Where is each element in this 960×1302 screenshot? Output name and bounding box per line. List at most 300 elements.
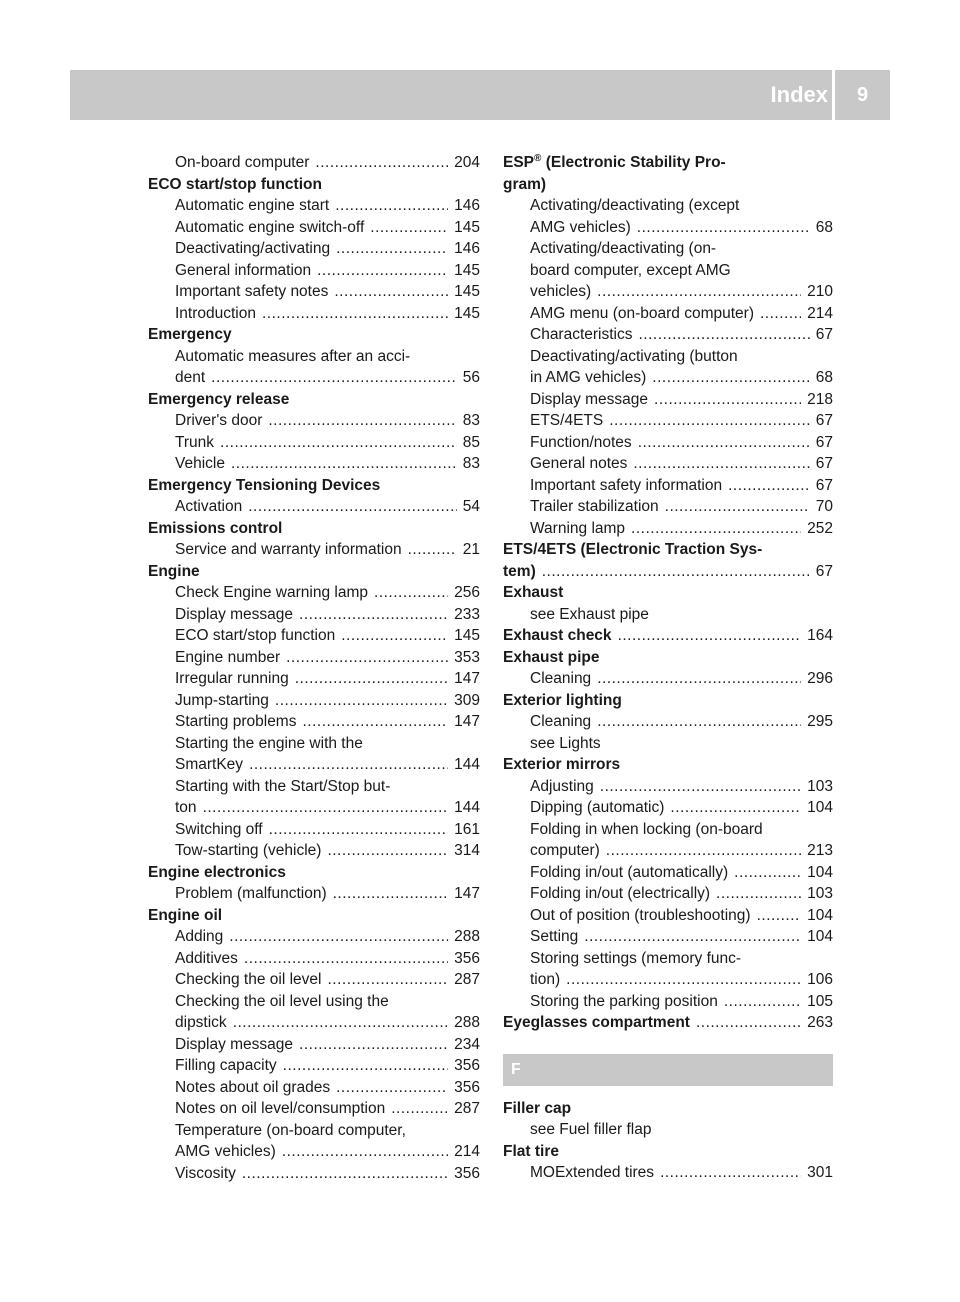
entry-text: Jump-starting [175, 691, 269, 709]
page-reference: 356 [454, 1057, 480, 1074]
page-reference: 234 [454, 1035, 480, 1053]
entry-text: Starting with the Start/Stop but- [175, 777, 391, 795]
page-reference: 214 [807, 304, 833, 322]
entry-text: Flat tire [503, 1142, 559, 1160]
dot-leader [231, 453, 457, 475]
entry-text: AMG vehicles) [175, 1143, 276, 1160]
dot-leader [600, 776, 801, 798]
dot-leader [299, 1034, 448, 1056]
index-subentry [503, 733, 833, 755]
index-subentry [148, 1120, 480, 1142]
dot-leader [249, 754, 448, 776]
entry-text: Dipping (automatic) [530, 799, 665, 816]
index-subentry [503, 776, 833, 798]
entry-text: Exhaust check [503, 627, 612, 644]
dot-leader [244, 948, 448, 970]
entry-text: in AMG vehicles) [530, 369, 647, 386]
index-subentry [148, 217, 480, 239]
index-subentry [503, 518, 833, 540]
page-reference: 309 [454, 691, 480, 709]
dot-leader [268, 410, 456, 432]
page-reference: 104 [807, 863, 833, 881]
dot-leader [333, 883, 449, 905]
entry-text: MOExtended tires [530, 1164, 655, 1181]
index-subentry [503, 797, 833, 819]
index-subentry [503, 410, 833, 432]
index-subentry [148, 281, 480, 303]
index-subentry [148, 1098, 480, 1120]
entry-text: Driver's door [175, 412, 263, 429]
index-subentry [503, 1162, 833, 1184]
entry-text: Emissions control [148, 519, 283, 537]
index-subentry [148, 840, 480, 862]
page-reference: 21 [462, 541, 480, 558]
dot-leader [724, 991, 801, 1013]
entry-text: ETS/4ETS [530, 412, 604, 429]
index-subentry [503, 346, 833, 368]
index-entry-heading [148, 862, 480, 884]
entry-text: Out of position (troubleshooting) [530, 906, 751, 924]
dot-leader [597, 711, 801, 733]
entry-text: Cleaning [530, 713, 592, 730]
index-subentry [148, 969, 480, 991]
page-reference: 85 [462, 433, 480, 451]
entry-text: Exhaust pipe [503, 648, 600, 666]
page-reference: 67 [815, 326, 833, 343]
dot-leader [652, 367, 809, 389]
dot-leader [211, 367, 457, 389]
entry-text: Setting [530, 928, 579, 945]
dot-leader [638, 432, 810, 454]
index-subentry [503, 1119, 833, 1141]
page-reference: 144 [454, 799, 480, 816]
index-subentry [148, 668, 480, 690]
page-reference: 56 [462, 369, 480, 386]
dot-leader [757, 905, 802, 927]
entry-text: Engine electronics [148, 863, 286, 881]
dot-leader [317, 260, 448, 282]
entry-text: Folding in/out (automatically) [530, 863, 729, 881]
dot-leader [327, 840, 448, 862]
page-reference: 218 [807, 390, 833, 408]
dot-leader [374, 582, 448, 604]
index-entry-heading [503, 539, 833, 561]
page-reference: 147 [454, 670, 480, 687]
page-reference: 256 [454, 584, 480, 601]
index-subentry [148, 991, 480, 1013]
entry-text: Exhaust [503, 584, 564, 601]
index-column-right [503, 152, 833, 1184]
entry-text: Eyeglasses compartment [503, 1014, 690, 1031]
index-subentry [503, 840, 833, 862]
entry-text: Notes about oil grades [175, 1078, 331, 1096]
index-subentry [148, 948, 480, 970]
dot-leader [299, 604, 448, 626]
page-reference: 145 [454, 283, 480, 300]
entry-text: Starting the engine with the [175, 734, 363, 752]
page-reference: 233 [454, 605, 480, 623]
page-number: 9 [856, 83, 869, 106]
page-reference: 104 [807, 928, 833, 945]
index-entry-heading [148, 518, 480, 540]
page-reference: 287 [454, 971, 480, 988]
entry-text: Automatic engine start [175, 197, 330, 214]
index-subentry [148, 819, 480, 841]
dot-leader [696, 1012, 801, 1034]
entry-text: Adding [175, 928, 224, 945]
entry-text: Function/notes [530, 433, 632, 451]
index-subentry [503, 238, 833, 260]
page-reference: 164 [807, 627, 833, 644]
index-subentry [148, 1012, 480, 1034]
page-reference: 67 [815, 476, 833, 494]
dot-leader [335, 195, 448, 217]
dot-leader [716, 883, 801, 905]
page-reference: 295 [807, 713, 833, 730]
entry-text: gram) [503, 175, 547, 193]
dot-leader [760, 303, 801, 325]
index-subentry [503, 367, 833, 389]
entry-text: vehicles) [530, 283, 592, 300]
index-subentry [148, 711, 480, 733]
dot-leader [315, 152, 448, 174]
page-reference: 296 [807, 670, 833, 687]
page-reference: 68 [815, 369, 833, 386]
page-reference: 161 [454, 820, 480, 838]
page-reference: 67 [815, 562, 833, 580]
entry-text: Service and warranty information [175, 541, 402, 558]
page-title: Index [770, 82, 828, 107]
index-subentry [148, 797, 480, 819]
index-entry-heading [503, 1012, 833, 1034]
entry-text: Folding in when locking (on-board [530, 820, 763, 838]
index-subentry [148, 410, 480, 432]
dot-leader [660, 1162, 801, 1184]
entry-text: board computer, except AMG [530, 261, 731, 279]
entry-text: tem) [503, 562, 536, 580]
index-subentry [148, 1055, 480, 1077]
index-subentry [503, 432, 833, 454]
index-letter-heading: F [503, 1054, 833, 1086]
index-subentry [148, 432, 480, 454]
entry-text: Checking the oil level using the [175, 992, 389, 1010]
page-reference: 288 [454, 1014, 480, 1031]
page-reference: 147 [454, 885, 480, 902]
index-subentry [503, 926, 833, 948]
index-subentry [503, 819, 833, 841]
dot-leader [597, 281, 801, 303]
dot-leader [542, 561, 810, 583]
entry-text: tion) [530, 971, 561, 988]
entry-text: Automatic measures after an acci- [175, 347, 411, 365]
index-subentry [503, 711, 833, 733]
entry-text: Engine oil [148, 906, 223, 924]
dot-leader [283, 1055, 448, 1077]
dot-leader [336, 238, 448, 260]
entry-text: Emergency release [148, 390, 290, 408]
page-reference: 288 [454, 928, 480, 945]
index-entry-heading [503, 561, 833, 583]
entry-text: Automatic engine switch-off [175, 218, 365, 236]
page-reference: 83 [462, 412, 480, 429]
index-subentry [503, 905, 833, 927]
index-subentry [148, 303, 480, 325]
entry-text: Important safety notes [175, 283, 329, 300]
page-reference: 314 [454, 842, 480, 859]
entry-text: dent [175, 369, 206, 386]
dot-leader [665, 496, 810, 518]
dot-leader [631, 518, 801, 540]
dot-leader [609, 410, 810, 432]
page-reference: 67 [815, 412, 833, 429]
index-subentry [503, 496, 833, 518]
dot-leader [370, 217, 448, 239]
entry-text: Temperature (on-board computer, [175, 1121, 406, 1139]
dot-leader [637, 217, 810, 239]
dot-leader [341, 625, 448, 647]
index-subentry [148, 647, 480, 669]
dot-leader [275, 690, 448, 712]
page-reference: 83 [462, 455, 480, 472]
dot-leader [618, 625, 802, 647]
index-subentry [503, 991, 833, 1013]
index-subentry [148, 539, 480, 561]
index-subentry [148, 1034, 480, 1056]
page-reference: 106 [807, 971, 833, 988]
entry-text: Display message [175, 605, 294, 623]
dot-leader [408, 539, 457, 561]
dot-leader [639, 324, 810, 346]
index-entry-heading [148, 174, 480, 196]
index-subentry [148, 582, 480, 604]
dot-leader [229, 926, 448, 948]
entry-text: ETS/4ETS (Electronic Traction Sys- [503, 541, 763, 558]
entry-text: Emergency [148, 326, 232, 343]
index-entry-heading [148, 905, 480, 927]
entry-text: see Exhaust pipe [530, 605, 649, 623]
index-subentry [148, 625, 480, 647]
entry-text: Adjusting [530, 777, 594, 795]
index-subentry [148, 733, 480, 755]
index-subentry [148, 883, 480, 905]
page-reference: 146 [454, 240, 480, 257]
entry-text: Display message [530, 390, 649, 408]
index-entry-heading [503, 754, 833, 776]
index-subentry [148, 238, 480, 260]
page-reference: 356 [454, 949, 480, 967]
entry-text: SmartKey [175, 756, 244, 773]
index-subentry [503, 195, 833, 217]
entry-text: Display message [175, 1035, 294, 1053]
dot-leader [336, 1077, 448, 1099]
dot-leader [606, 840, 801, 862]
page-reference: 353 [454, 648, 480, 666]
page-reference: 145 [454, 218, 480, 236]
entry-text: Activating/deactivating (except [530, 197, 740, 214]
index-subentry [503, 453, 833, 475]
entry-text: Notes on oil level/consumption [175, 1100, 386, 1117]
entry-text: ECO start/stop function [148, 175, 322, 193]
dot-leader [566, 969, 801, 991]
index-entry-heading [503, 152, 833, 174]
index-entry-heading [503, 1141, 833, 1163]
dot-leader [670, 797, 801, 819]
index-entry-heading [503, 174, 833, 196]
entry-text: Exterior lighting [503, 691, 622, 709]
index-entry-heading [503, 690, 833, 712]
index-subentry [148, 1141, 480, 1163]
page-reference: 104 [807, 799, 833, 816]
page-reference: 356 [454, 1164, 480, 1182]
index-subentry [503, 389, 833, 411]
index-subentry [148, 260, 480, 282]
dot-leader [734, 862, 801, 884]
dot-leader [262, 303, 448, 325]
page-reference: 70 [815, 498, 833, 515]
dot-leader [633, 453, 809, 475]
entry-text: General information [175, 261, 312, 279]
entry-text: Additives [175, 949, 238, 967]
entry-text: Starting problems [175, 713, 297, 730]
entry-text: Engine [148, 562, 200, 580]
page-reference: 67 [815, 433, 833, 451]
page-reference: 145 [454, 627, 480, 644]
page-reference: 252 [807, 519, 833, 537]
index-subentry [503, 324, 833, 346]
entry-text: dipstick [175, 1014, 227, 1031]
dot-leader [286, 647, 448, 669]
dot-leader [248, 496, 457, 518]
dot-leader [269, 819, 449, 841]
entry-text: Emergency Tensioning Devices [148, 476, 381, 494]
index-subentry [503, 862, 833, 884]
index-subentry [503, 604, 833, 626]
page-reference: 103 [807, 885, 833, 902]
index-entry-heading [148, 324, 480, 346]
page-reference: 145 [454, 304, 480, 322]
page-reference: 204 [454, 154, 480, 171]
entry-text: Tow-starting (vehicle) [175, 842, 322, 859]
page-reference: 145 [454, 261, 480, 279]
entry-text: Activating/deactivating (on- [530, 240, 717, 257]
index-entry-heading [148, 389, 480, 411]
dot-leader [233, 1012, 448, 1034]
index-subentry [148, 346, 480, 368]
page-reference: 105 [807, 992, 833, 1010]
entry-text: Vehicle [175, 455, 225, 472]
index-subentry [503, 260, 833, 282]
entry-text: computer) [530, 842, 600, 859]
entry-text: Storing settings (memory func- [530, 949, 742, 967]
page-reference: 287 [454, 1100, 480, 1117]
index-subentry [148, 496, 480, 518]
index-subentry [503, 303, 833, 325]
entry-text: Activation [175, 498, 243, 515]
dot-leader [597, 668, 801, 690]
entry-text: Introduction [175, 304, 256, 322]
page-reference: 147 [454, 713, 480, 730]
entry-text: Storing the parking position [530, 992, 718, 1010]
index-subentry [148, 1163, 480, 1185]
page-reference: 263 [807, 1014, 833, 1031]
entry-text: Filler cap [503, 1099, 572, 1117]
entry-text: AMG vehicles) [530, 218, 631, 236]
entry-text: Trailer stabilization [530, 498, 659, 515]
index-subentry [148, 453, 480, 475]
entry-text: Deactivating/activating [175, 240, 331, 257]
index-subentry [148, 152, 480, 174]
index-entry-heading [503, 582, 833, 604]
entry-text: Folding in/out (electrically) [530, 885, 711, 902]
dot-leader [391, 1098, 448, 1120]
index-column-left [148, 152, 480, 1184]
entry-text: Important safety information [530, 476, 723, 494]
index-subentry [503, 948, 833, 970]
entry-text: Exterior mirrors [503, 756, 621, 773]
dot-leader [282, 1141, 448, 1163]
dot-leader [584, 926, 801, 948]
entry-text: AMG menu (on-board computer) [530, 304, 754, 322]
index-subentry [503, 969, 833, 991]
page-reference: 213 [807, 842, 833, 859]
index-subentry [148, 776, 480, 798]
page-reference: 103 [807, 777, 833, 795]
index-subentry [148, 1077, 480, 1099]
entry-text: ESP® (Electronic Stability Pro- [503, 152, 726, 171]
dot-leader [220, 432, 457, 454]
index-entry-heading [148, 561, 480, 583]
dot-leader [327, 969, 448, 991]
dot-leader [295, 668, 448, 690]
entry-text: see Fuel filler flap [530, 1121, 652, 1138]
entry-text: On-board computer [175, 154, 310, 171]
entry-text: Cleaning [530, 670, 592, 687]
dot-leader [242, 1163, 448, 1185]
index-entry-heading [503, 647, 833, 669]
index-subentry [503, 281, 833, 303]
entry-text: General notes [530, 455, 628, 472]
registered-mark: ® [534, 152, 542, 164]
index-entry-heading [503, 1098, 833, 1120]
entry-text: Characteristics [530, 326, 633, 343]
entry-text: Switching off [175, 820, 263, 838]
index-subentry [148, 195, 480, 217]
page-reference: 68 [815, 218, 833, 236]
entry-text: Irregular running [175, 670, 289, 687]
dot-leader [203, 797, 449, 819]
page-reference: 146 [454, 197, 480, 214]
dot-leader [302, 711, 448, 733]
page-reference: 356 [454, 1078, 480, 1096]
index-subentry [148, 926, 480, 948]
entry-text: ECO start/stop function [175, 627, 336, 644]
dot-leader [728, 475, 810, 497]
entry-text: Warning lamp [530, 519, 626, 537]
entry-text: ton [175, 799, 197, 816]
dot-leader [334, 281, 448, 303]
page-reference: 210 [807, 283, 833, 300]
entry-text: Engine number [175, 648, 281, 666]
index-entry-heading [148, 475, 480, 497]
entry-text: Viscosity [175, 1164, 236, 1182]
page-reference: 67 [815, 455, 833, 472]
page-reference: 301 [807, 1164, 833, 1181]
page-reference: 104 [807, 906, 833, 924]
entry-text: Problem (malfunction) [175, 885, 327, 902]
index-subentry [148, 754, 480, 776]
page-reference: 214 [454, 1143, 480, 1160]
page-reference: 54 [462, 498, 480, 515]
